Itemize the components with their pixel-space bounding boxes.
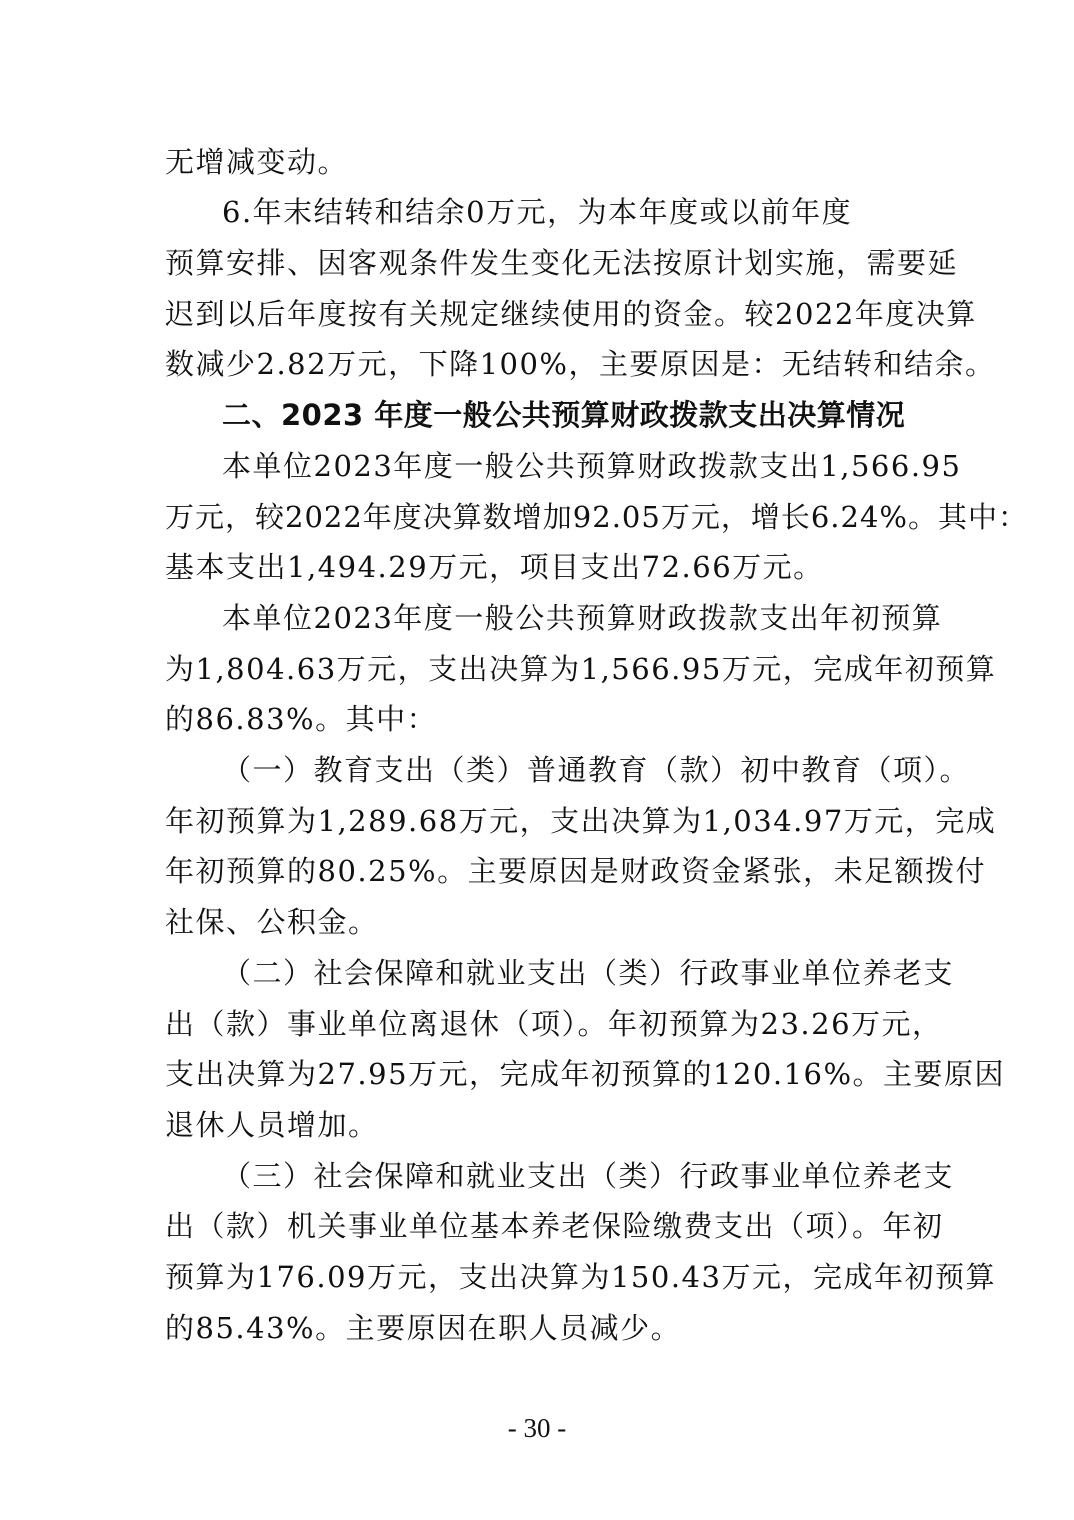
page-number: - 30 -: [507, 1413, 567, 1443]
paragraph-line: （一）教育支出（类）普通教育（款）初中教育（项）。: [222, 753, 971, 787]
paragraph-line: 本单位2023年度一般公共预算财政拨款支出年初预算: [222, 601, 943, 635]
text-line: 迟到以后年度按有关规定继续使用的资金。较2022年度决算: [165, 297, 977, 331]
section-heading: 二、2023 年度一般公共预算财政拨款支出决算情况: [222, 398, 906, 432]
paragraph-line: 本单位2023年度一般公共预算财政拨款支出1,566.95: [222, 449, 962, 483]
text-line: 出（款）机关事业单位基本养老保险缴费支出（项）。年初: [165, 1209, 944, 1243]
text-line: 的85.43%。主要原因在职人员减少。: [165, 1311, 682, 1345]
text-line: 退休人员增加。: [165, 1108, 379, 1142]
paragraph-line: 6.年末结转和结余0万元，为本年度或以前年度: [222, 195, 853, 229]
text-line: 社保、公积金。: [165, 905, 379, 939]
text-line: 为1,804.63万元，支出决算为1,566.95万元，完成年初预算: [165, 652, 997, 686]
text-line: 年初预算为1,289.68万元，支出决算为1,034.97万元，完成: [165, 804, 997, 838]
paragraph-line: （二）社会保障和就业支出（类）行政事业单位养老支: [222, 956, 955, 990]
text-line: 无增减变动。: [165, 145, 349, 179]
text-line: 数减少2.82万元，下降100%，主要原因是：无结转和结余。: [165, 347, 996, 381]
text-line: 预算安排、因客观条件发生变化无法按原计划实施，需要延: [165, 246, 959, 280]
text-line: 支出决算为27.95万元，完成年初预算的120.16%。主要原因: [165, 1057, 1006, 1091]
text-line: 万元，较2022年度决算数增加92.05万元，增长6.24%。其中：: [165, 500, 1028, 534]
text-line: 基本支出1,494.29万元，项目支出72.66万元。: [165, 550, 824, 584]
paragraph-line: （三）社会保障和就业支出（类）行政事业单位养老支: [222, 1159, 955, 1193]
text-line: 的86.83%。其中：: [165, 702, 438, 736]
text-line: 年初预算的80.25%。主要原因是财政资金紧张，未足额拨付: [165, 854, 987, 888]
text-line: 出（款）事业单位离退休（项）。年初预算为23.26万元，: [165, 1007, 943, 1041]
text-line: 预算为176.09万元，支出决算为150.43万元，完成年初预算: [165, 1260, 996, 1294]
